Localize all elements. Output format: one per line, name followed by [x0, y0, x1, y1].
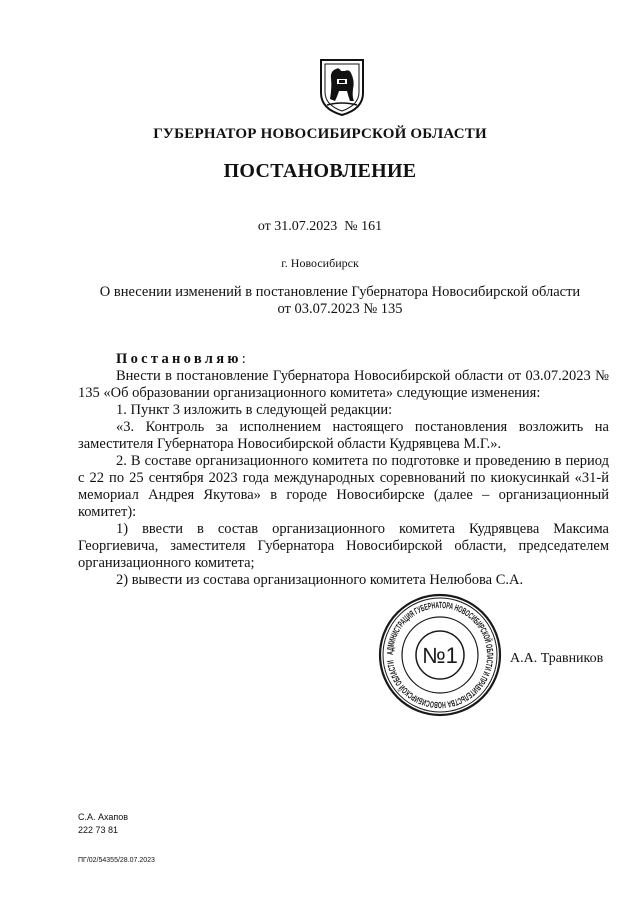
official-seal — [378, 593, 502, 717]
resolve-line — [78, 351, 609, 368]
executor-phone: 222 73 81 — [78, 825, 119, 835]
subject-line: от 03.07.2023 № 135 — [277, 301, 403, 317]
signer-name: А.А. Травников — [510, 651, 604, 666]
seal-text-path: АДМИНИСТРАЦИЯ ГУБЕРНАТОРА НОВОСИБИРСКОЙ ОБЛАСТИ И ПРАВИТЕЛЬСТВА НОВОСИБИРСКОЙ ОБЛАСТИ — [384, 599, 496, 711]
coat-of-arms-icon — [317, 57, 367, 117]
document-city: г. Новосибирск — [281, 256, 359, 270]
authority-title: ГУБЕРНАТОР НОВОСИБИРСКОЙ ОБЛАСТИ — [153, 126, 487, 142]
body-paragraph: 1) ввести в состав организационного комитета Кудрявцева Максима Георгиевича, заместителя Губернатора Новосибирской области, председателем организационного комитета; — [78, 521, 609, 571]
document-date-number: от 31.07.2023 № 161 — [257, 219, 383, 234]
resolve-colon: : — [241, 351, 246, 367]
document-subject — [80, 284, 600, 318]
body-paragraph: Внести в постановление Губернатора Новосибирской области от 03.07.2023 № 135 «Об образовании организационного комитета» следующие изменения: — [78, 368, 609, 401]
document-code: ПГ/02/54355/28.07.2023 — [78, 857, 155, 864]
body-paragraph: 2. В составе организационного комитета по подготовке и проведению в период с 22 по 25 сентября 2023 года международных соревнований по киокусинкай «31-й мемориал Андрея Якутова» в городе Новосибирске (далее – организационный комитет): — [78, 453, 609, 520]
executor-name: С.А. Ахапов — [78, 812, 129, 822]
document-type-heading: ПОСТАНОВЛЕНИЕ — [223, 160, 417, 182]
resolve-word: Постановляю — [116, 351, 242, 367]
subject-line: О внесении изменений в постановление Губернатора Новосибирской области — [99, 284, 581, 300]
body-paragraph: 1. Пункт 3 изложить в следующей редакции: — [116, 402, 393, 418]
seal-number: №1 — [422, 643, 458, 668]
body-paragraph: «3. Контроль за исполнением настоящего постановления возложить на заместителя Губернатора Новосибирской области Кудрявцева М.Г.». — [78, 419, 609, 452]
document-body — [78, 351, 609, 589]
body-paragraph: 2) вывести из состава организационного комитета Нелюбова С.А. — [116, 572, 524, 588]
